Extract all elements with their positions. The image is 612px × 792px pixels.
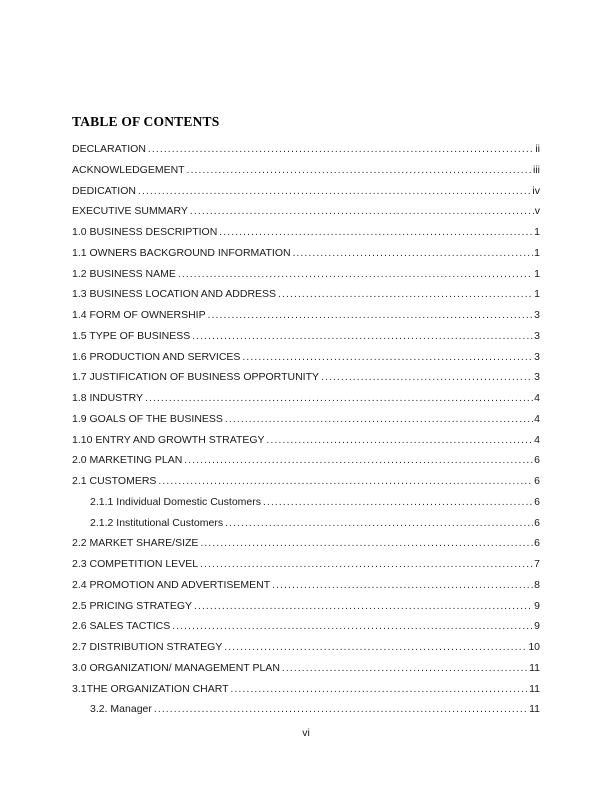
toc-entry-label: 1.6 PRODUCTION AND SERVICES xyxy=(72,350,241,363)
toc-dot-leader xyxy=(219,222,533,244)
toc-dot-leader xyxy=(272,575,533,597)
toc-entry-label: 2.6 SALES TACTICS xyxy=(72,620,171,633)
toc-entry-label: 1.2 BUSINESS NAME xyxy=(72,267,176,280)
toc-entry xyxy=(72,471,540,492)
toc-dot-leader xyxy=(190,201,534,223)
toc-entry-label: ACKNOWLEDGEMENT xyxy=(72,163,185,176)
toc-entry-page-number: 6 xyxy=(534,495,540,508)
toc-entry-label: 2.1 CUSTOMERS xyxy=(72,475,157,487)
toc-dot-leader xyxy=(208,305,534,327)
toc-entry xyxy=(72,430,540,451)
toc-entry-label: 2.7 DISTRIBUTION STRATEGY xyxy=(72,641,223,653)
footer-page-number: vi xyxy=(302,727,310,739)
toc-entry xyxy=(72,139,540,160)
toc-entry-page-number: 1 xyxy=(534,246,540,259)
toc-entry-label: 2.1.1 Individual Domestic Customers xyxy=(90,495,261,508)
toc-entry-label: DECLARATION xyxy=(72,143,146,155)
toc-entry-label: 2.1.2 Institutional Customers xyxy=(90,516,224,529)
toc-content xyxy=(72,114,540,720)
toc-entry xyxy=(72,388,540,409)
toc-dot-leader xyxy=(200,533,533,555)
toc-entry-label: 2.5 PRICING STRATEGY xyxy=(72,599,192,612)
toc-entry-page-number: 6 xyxy=(534,537,540,550)
toc-entry-page-number: 1 xyxy=(534,288,540,301)
toc-entry-label: 2.2 MARKET SHARE/SIZE xyxy=(72,537,199,550)
toc-entry xyxy=(72,596,540,617)
toc-entry-page-number: 6 xyxy=(534,454,540,467)
toc-entry-page-number: 3 xyxy=(534,309,540,321)
toc-entry-label: 2.3 COMPETITION LEVEL xyxy=(72,558,199,570)
toc-entry xyxy=(72,699,540,720)
toc-entry-label: 1.8 INDUSTRY xyxy=(72,392,143,404)
toc-entry xyxy=(72,326,540,347)
toc-dot-leader xyxy=(194,596,533,618)
toc-dot-leader xyxy=(154,699,528,721)
toc-list xyxy=(72,139,540,720)
toc-dot-leader xyxy=(242,347,533,369)
toc-entry xyxy=(72,450,540,471)
toc-entry-label: EXECUTIVE SUMMARY xyxy=(72,205,188,218)
toc-dot-leader xyxy=(192,326,533,348)
toc-entry-label: 2.4 PROMOTION AND ADVERTISEMENT xyxy=(72,578,271,591)
toc-dot-leader xyxy=(278,284,533,306)
toc-entry xyxy=(72,305,540,326)
toc-entry-page-number: ii xyxy=(535,143,540,155)
toc-entry-label: 3.2. Manager xyxy=(90,703,152,716)
toc-entry-page-number: 1 xyxy=(534,226,540,238)
toc-dot-leader xyxy=(321,367,533,389)
toc-entry-page-number: 6 xyxy=(534,516,540,529)
toc-entry-page-number: 3 xyxy=(534,350,540,363)
toc-dot-leader xyxy=(225,409,533,431)
toc-dot-leader xyxy=(184,450,533,472)
page-title: TABLE OF CONTENTS xyxy=(72,114,220,129)
toc-entry xyxy=(72,264,540,285)
toc-entry xyxy=(72,243,540,264)
toc-entry-page-number: 10 xyxy=(528,641,540,653)
toc-entry xyxy=(72,679,540,700)
toc-entry-page-number: 9 xyxy=(534,599,540,612)
toc-entry-page-number: 11 xyxy=(529,682,540,695)
toc-entry-page-number: 3 xyxy=(534,329,540,342)
toc-entry-label: DEDICATION xyxy=(72,184,136,197)
toc-entry-label: 1.9 GOALS OF THE BUSINESS xyxy=(72,412,223,425)
toc-entry xyxy=(72,347,540,368)
toc-entry-page-number: 11 xyxy=(529,703,540,716)
toc-entry-label: 1.1 OWNERS BACKGROUND INFORMATION xyxy=(72,246,291,259)
toc-entry-label: 1.5 TYPE OF BUSINESS xyxy=(72,329,191,342)
toc-entry xyxy=(72,554,540,575)
toc-entry xyxy=(72,658,540,679)
toc-entry xyxy=(72,575,540,596)
toc-entry-page-number: v xyxy=(534,205,540,218)
toc-entry-label: 1.4 FORM OF OWNERSHIP xyxy=(72,309,206,321)
toc-entry-label: 3.0 ORGANIZATION/ MANAGEMENT PLAN xyxy=(72,661,280,674)
toc-entry-page-number: 6 xyxy=(534,475,540,487)
toc-entry xyxy=(72,513,540,534)
toc-entry-label: 1.7 JUSTIFICATION OF BUSINESS OPPORTUNITY xyxy=(72,371,319,384)
toc-entry xyxy=(72,367,540,388)
toc-entry-page-number: 4 xyxy=(534,392,540,404)
toc-entry-page-number: iii xyxy=(533,163,540,176)
toc-entry-page-number: 9 xyxy=(534,620,540,633)
toc-entry-label: 1.3 BUSINESS LOCATION AND ADDRESS xyxy=(72,288,277,301)
toc-entry xyxy=(72,160,540,181)
toc-dot-leader xyxy=(231,679,529,701)
toc-entry xyxy=(72,201,540,222)
toc-entry-label: 2.0 MARKETING PLAN xyxy=(72,454,183,467)
toc-entry xyxy=(72,637,540,658)
toc-entry-label: 1.10 ENTRY AND GROWTH STRATEGY xyxy=(72,433,265,446)
toc-dot-leader xyxy=(158,471,533,493)
toc-entry xyxy=(72,222,540,243)
toc-entry-page-number: 7 xyxy=(534,558,540,570)
toc-entry-page-number: 4 xyxy=(534,412,540,425)
toc-entry-page-number: iv xyxy=(532,184,540,197)
toc-entry-page-number: 8 xyxy=(534,578,540,591)
toc-dot-leader xyxy=(282,658,528,680)
toc-entry xyxy=(72,409,540,430)
toc-entry-page-number: 11 xyxy=(529,661,540,674)
toc-entry xyxy=(72,284,540,305)
toc-entry-page-number: 1 xyxy=(534,267,540,280)
toc-dot-leader xyxy=(138,181,531,203)
toc-dot-leader xyxy=(267,430,534,452)
toc-entry xyxy=(72,533,540,554)
toc-dot-leader xyxy=(178,264,533,286)
toc-dot-leader xyxy=(293,243,534,265)
toc-entry-label: 3.1THE ORGANIZATION CHART xyxy=(72,682,229,695)
toc-entry-page-number: 3 xyxy=(534,371,540,384)
toc-dot-leader xyxy=(224,637,527,659)
toc-dot-leader xyxy=(145,388,533,410)
toc-entry xyxy=(72,616,540,637)
toc-dot-leader xyxy=(187,160,532,182)
toc-entry xyxy=(72,181,540,202)
toc-entry xyxy=(72,492,540,513)
toc-dot-leader xyxy=(263,492,533,514)
toc-dot-leader xyxy=(148,139,534,161)
toc-dot-leader xyxy=(172,616,533,638)
toc-dot-leader xyxy=(225,513,533,535)
toc-entry-page-number: 4 xyxy=(534,433,540,446)
toc-dot-leader xyxy=(200,554,533,576)
toc-entry-label: 1.0 BUSINESS DESCRIPTION xyxy=(72,226,218,238)
